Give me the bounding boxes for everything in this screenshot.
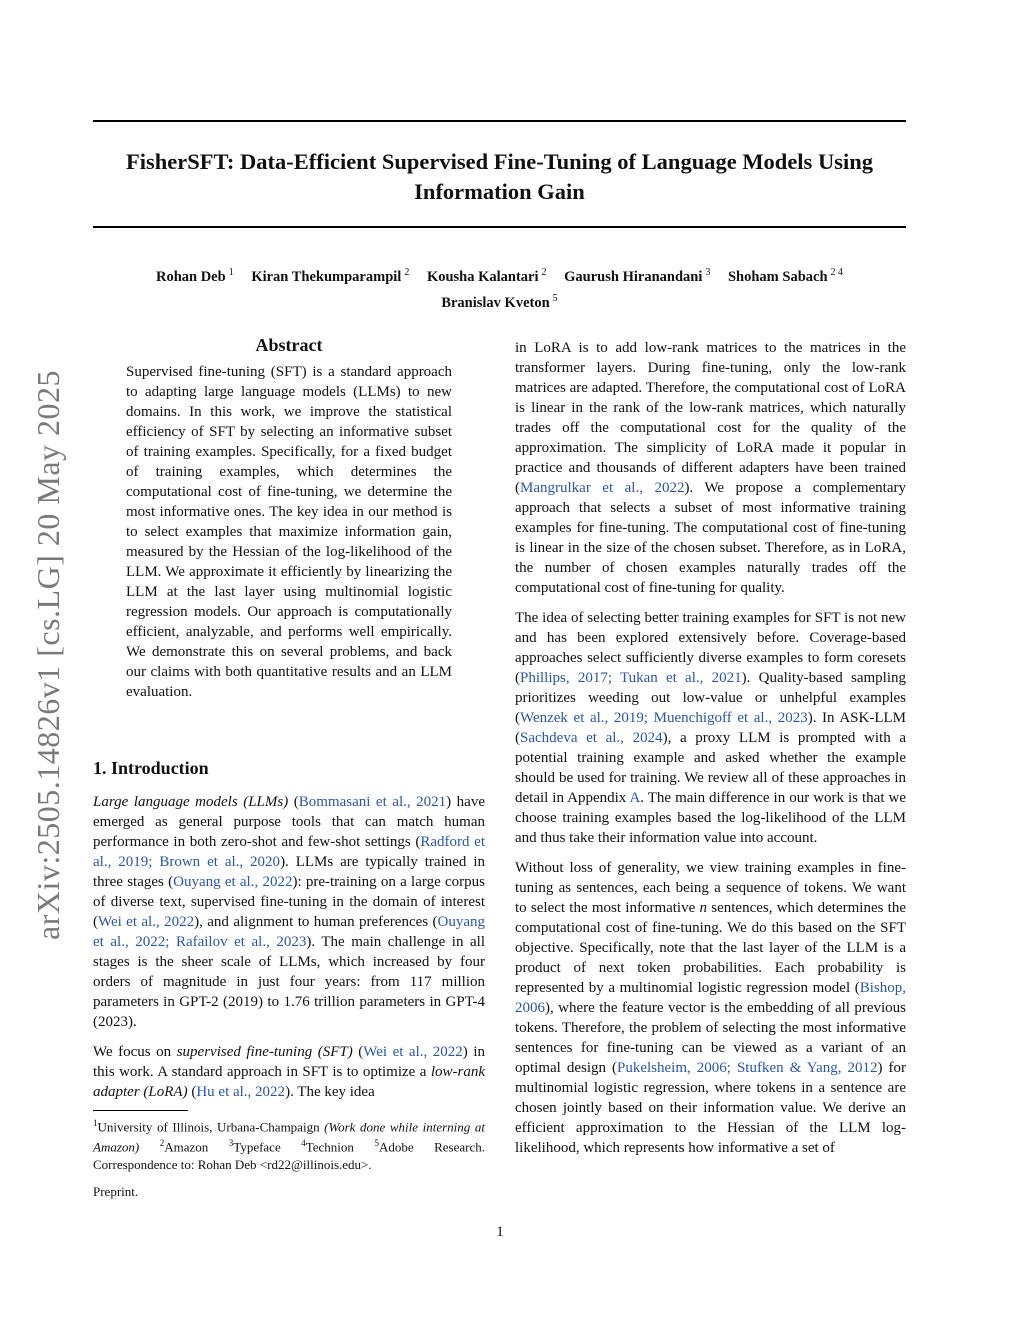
right-column-body [515,338,906,1158]
title-rule-top [93,120,906,122]
citation-link[interactable]: Radford et al., 2019; Brown et al., 2020 [93,834,485,870]
author: Rohan Deb [155,269,226,285]
appendix-link[interactable]: A [629,790,641,806]
right-paragraph-1: in LoRA is to add low-rank matrices to the matrices in the transformer layers. During fine-tuning, only the low-rank matrices are adapted. Therefore, the computational cost of LoRA is linear in the rank of the low-rank matrices, which naturally trades off the computational cost for the quality of the approximation. The simplicity of LoRA made it popular in practice and thousands of different adapters have been trained (Mangrulkar et al., 2022). We propose a complementary approach that selects a subset of most informative training examples for fine-tuning. The computational cost of fine-tuning is linear in the size of the chosen subset. Therefore, as in LoRA, the number of chosen examples naturally trades off the computational cost of fine-tuning for quality. [515,340,906,596]
abstract-heading: Abstract [255,335,323,355]
author: Shoham Sabach [727,269,828,285]
citation-link[interactable]: Wei et al., 2022 [363,1044,463,1060]
right-paragraph-2: The idea of selecting better training examples for SFT is not new and has been explored extensively before. Coverage-based approaches select sufficiently diverse examples to form coresets (Phillips, 2017; Tukan et al., 2021). Quality-based sampling prioritizes weeding out low-value or unhelpful examples (Wenzek et al., 2019; Muenchigoff et al., 2023). In ASK-LLM (Sachdeva et al., 2024), a proxy LLM is prompted with a potential training example and asked whether the example should be used for training. We review all of these approaches in detail in Appendix A. The main difference in our work is that we choose training examples based the log-likelihood of the LLM and thus take their information value into account. [515,610,906,846]
citation-link[interactable]: Pukelsheim, 2006; Stufken & Yang, 2012 [617,1060,878,1076]
citation-link[interactable]: Sachdeva et al., 2024 [520,730,663,746]
citation-link[interactable]: Bommasani et al., 2021 [298,794,447,810]
citation-link[interactable]: Ouyang et al., 2022; Rafailov et al., 2023 [93,914,485,950]
intro-paragraph-2: We focus on supervised fine-tuning (SFT) (Wei et al., 2022) in this work. A standard approach in SFT is to optimize a low-rank adapter (LoRA) (Hu et al., 2022). The key idea [93,1044,485,1100]
preprint-note: Preprint. [93,1184,139,1199]
title-rule-bottom [93,226,906,228]
citation-link[interactable]: Ouyang et al., 2022 [173,874,293,890]
citation-link[interactable]: Hu et al., 2022 [196,1084,286,1100]
affiliation-footnote: $^1$University of Illinois, Urbana-Champaign (Work done while interning at Amazon) $^2$Amazon $^3$Typeface $^4$Technion $^5$Adobe Research. Correspondence to: Rohan Deb <rd22@illinois.edu>. [93,1118,485,1172]
footnote-rule [93,1110,188,1111]
author: Kiran Thekumparampil [251,269,402,285]
introduction-body [93,792,485,1102]
author: Kousha Kalantari [426,269,539,285]
abstract-body [126,362,452,702]
author: Gaurush Hiranandani [564,269,703,285]
citation-link[interactable]: Bishop, 2006 [515,980,906,1016]
citation-link[interactable]: Wei et al., 2022 [98,914,195,930]
author-list: Rohan Deb $^1$ Kiran Thekumparampil $^2$ Kousha Kalantari $^2$ Gaurush Hiranandani $^3$ Shoham Sabach $^{2 4}$ Branislav Kveton $^5$ [155,267,844,311]
right-paragraph-3: Without loss of generality, we view training examples in fine-tuning as sentences, each being a sequence of tokens. We want to select the most informative n sentences, which determines the computational cost of fine-tuning. We do this based on the SFT objective. Specifically, note that the last layer of the LLM is a product of next token probabilities. Each probability is represented by a multinomial logistic regression model (Bishop, 2006), where the feature vector is the embedding of all previous tokens. Therefore, the problem of selecting the most informative sentences for fine-tuning can be viewed as a variant of an optimal design (Pukelsheim, 2006; Stufken & Yang, 2012) for multinomial logistic regression, where tokens in a sentence are chosen jointly based on their information value. We derive an efficient approximation to the Hessian of the LLM log-likelihood, which represents how informative a set of [515,860,907,1156]
page-number: 1 [496,1224,504,1240]
paper-title: FisherSFT: Data-Efficient Supervised Fine-Tuning of Language Models Using Information Gain [126,149,873,204]
abstract-text: Supervised fine-tuning (SFT) is a standard approach to adapting large language models (LLMs) to new domains. In this work, we improve the statistical efficiency of SFT by selecting an informative subset of training examples. Specifically, for a fixed budget of training examples, which determines the computational cost of fine-tuning, we determine the most informative ones. The key idea in our method is to select examples that maximize information gain, measured by the Hessian of the log-likelihood of the LLM. We approximate it efficiently by linearizing the LLM at the last layer using multinomial logistic regression models. Our approach is computationally efficient, analyzable, and performs well empirically. We demonstrate this on several problems, and back our claims with both quantitative results and an LLM evaluation. [126,364,452,700]
author: Branislav Kveton [441,295,550,311]
citation-link[interactable]: Phillips, 2017; Tukan et al., 2021 [520,670,742,686]
citation-link[interactable]: Mangrulkar et al., 2022 [520,480,685,496]
citation-link[interactable]: Wenzek et al., 2019; Muenchigoff et al., 2023 [520,710,808,726]
arxiv-identifier: arXiv:2505.14826v1 [cs.LG] 20 May 2025 [30,369,66,940]
section-heading-introduction: 1. Introduction [93,758,209,778]
intro-paragraph-1: Large language models (LLMs) (Bommasani et al., 2021) have emerged as general purpose tools that can match human performance in both zero-shot and few-shot settings (Radford et al., 2019; Brown et al., 2020). LLMs are typically trained in three stages (Ouyang et al., 2022): pre-training on a large corpus of diverse text, supervised fine-tuning in the domain of interest (Wei et al., 2022), and alignment to human preferences (Ouyang et al., 2022; Rafailov et al., 2023). The main challenge in all stages is the sheer scale of LLMs, which increased by four orders of magnitude in just four years: from 117 million parameters in GPT-2 (2019) to 1.76 trillion parameters in GPT-4 (2023). [93,794,485,1030]
